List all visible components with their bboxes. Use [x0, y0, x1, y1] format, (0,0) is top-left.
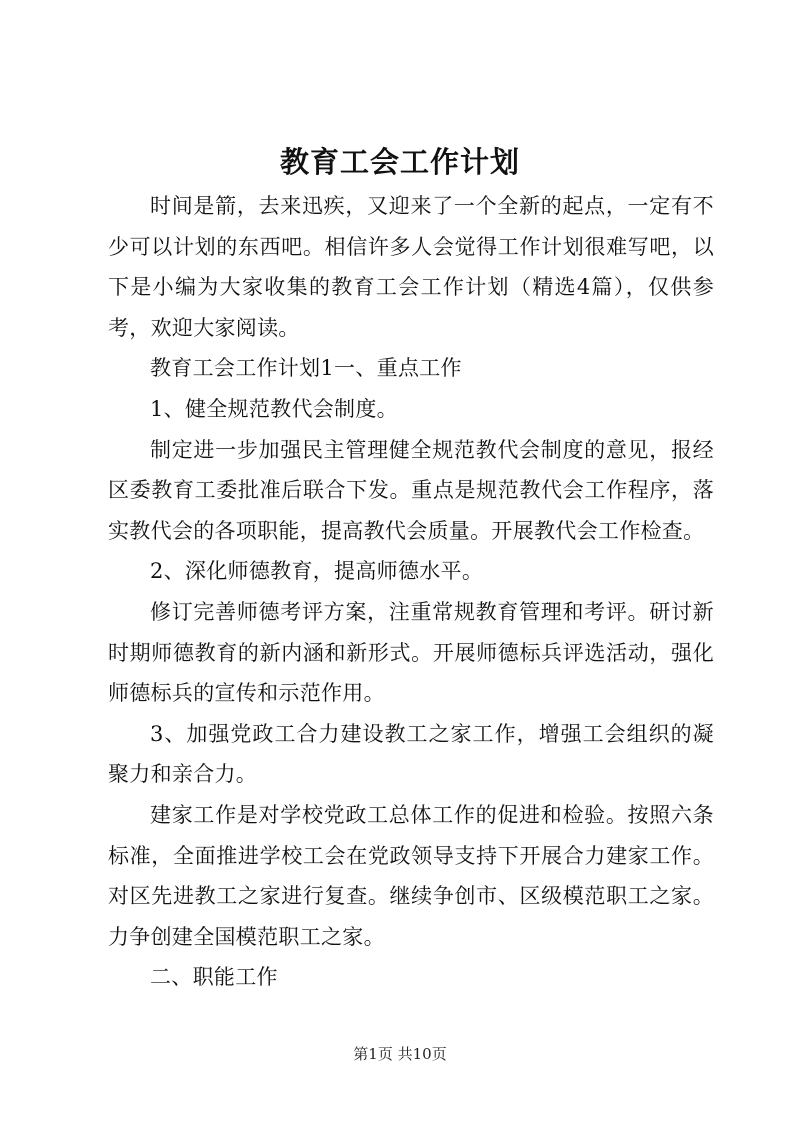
paragraph-plan-heading: 教育工会工作计划1一、重点工作 — [150, 356, 462, 381]
paragraph-intro: 时间是箭，去来迅疾，又迎来了一个全新的起点，一定有不少可以计划的东西吧。相信许多人会觉得工作计划很难写吧，以下是小编为大家收集的教育工会工作计划（精选4篇），仅供参考，欢迎大家阅读。 — [108, 194, 714, 340]
paragraph-item-2-body: 修订完善师德考评方案，注重常规教育管理和考评。研讨新时期师德教育的新内涵和新形式。开展师德标兵评选活动，强化师德标兵的宣传和示范作用。 — [108, 599, 714, 706]
page-footer: 第1页 共10页 — [353, 1045, 447, 1063]
paragraph-item-3-body: 建家工作是对学校党政工总体工作的促进和检验。按照六条标准，全面推进学校工会在党政领导支持下开展合力建家工作。对区先进教工之家进行复查。继续争创市、区级模范职工之家。力争创建全国模范职工之家。 — [108, 802, 714, 949]
paragraph-item-1-heading: 1、健全规范教代会制度。 — [150, 396, 398, 421]
paragraph-item-1-body: 制定进一步加强民主管理健全规范教代会制度的意见，报经区委教育工委批准后联合下发。重点是规范教代会工作程序，落实教代会的各项职能，提高教代会质量。开展教代会工作检查。 — [108, 437, 714, 543]
paragraph-section-2-heading: 二、职能工作 — [150, 965, 278, 990]
paragraph-item-3-heading: 3、加强党政工合力建设教工之家工作，增强工会组织的凝聚力和亲合力。 — [108, 721, 714, 787]
document-body — [108, 186, 714, 998]
document-title: 教育工会工作计划 — [279, 145, 520, 179]
paragraph-item-2-heading: 2、深化师德教育，提高师德水平。 — [150, 559, 484, 584]
